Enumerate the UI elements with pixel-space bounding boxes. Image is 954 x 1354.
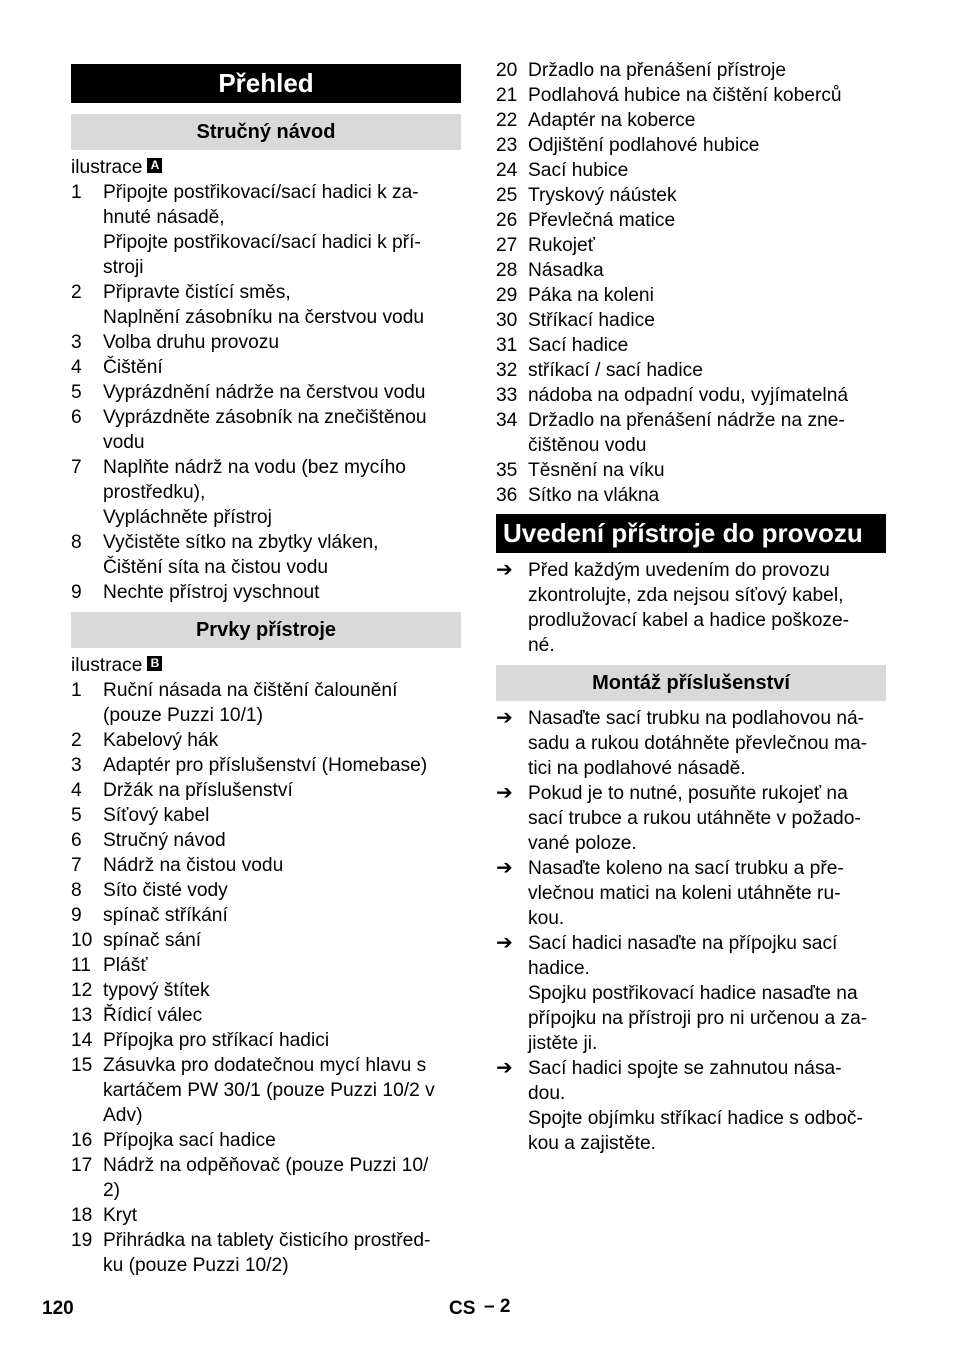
list-item-text: Volba druhu provozu [103, 332, 280, 353]
bullet-text: Spojku postřikovací hadice nasaďte na [528, 983, 858, 1004]
illustration-letter-icon: B [147, 656, 162, 671]
list-item-text: Kabelový hák [103, 730, 219, 751]
list-item-number: 8 [71, 880, 82, 901]
page-number: 120 [42, 1298, 74, 1319]
list-item-text: Přípojka sací hadice [103, 1130, 276, 1151]
list-item-number: 4 [71, 357, 82, 378]
bullet-text: Sací hadici spojte se zahnutou nása- [528, 1058, 842, 1079]
bullet-text: Pokud je to nutné, posuňte rukojeť na [528, 783, 848, 804]
list-item-number: 6 [71, 407, 82, 428]
list-item-text: nádoba na odpadní vodu, vyjímatelná [528, 385, 849, 406]
list-item-text: Řídicí válec [103, 1005, 203, 1026]
accessories-heading: Montáž příslušenství [496, 665, 886, 701]
list-item-text: Nechte přístroj vyschnout [103, 582, 320, 603]
bullet-text: hadice. [528, 958, 590, 979]
list-item-text: Stříkací hadice [528, 310, 655, 331]
list-item-number: 10 [71, 930, 93, 951]
list-item-number: 32 [496, 360, 518, 381]
list-item-number: 9 [71, 905, 82, 926]
list-item-number: 11 [71, 955, 91, 976]
list-item-number: 34 [496, 410, 518, 431]
bullet-text: sadu a rukou dotáhněte převlečnou ma- [528, 733, 868, 754]
list-item-number: 8 [71, 532, 82, 553]
list-item-number: 7 [71, 457, 82, 478]
list-item-number: 24 [496, 160, 518, 181]
footer-language: CS [449, 1298, 476, 1319]
footer-section: – 2 [484, 1296, 511, 1317]
list-item-number: 3 [71, 755, 82, 776]
list-item-number: 35 [496, 460, 518, 481]
list-item-number: 6 [71, 830, 82, 851]
list-item-number: 33 [496, 385, 518, 406]
list-item-text: stroji [103, 257, 144, 278]
bullet-text: zkontrolujte, zda nejsou síťový kabel, [528, 585, 844, 606]
list-item-text: Sací hadice [528, 335, 629, 356]
list-item-text: Ruční násada na čištění čalounění [103, 680, 398, 701]
list-item-number: 17 [71, 1155, 93, 1176]
list-item-text: Naplnění zásobníku na čerstvou vodu [103, 307, 425, 328]
bullet-text: tici na podlahové násadě. [528, 758, 746, 779]
list-item-text: Připojte postřikovací/sací hadici k za- [103, 182, 419, 203]
list-item-text: ku (pouze Puzzi 10/2) [103, 1255, 289, 1276]
list-item-text: hnuté násadě, [103, 207, 225, 228]
illustration-ref-b [71, 653, 162, 678]
list-item-number: 25 [496, 185, 518, 206]
list-item-text: Držadlo na přenášení přístroje [528, 60, 787, 81]
list-item-number: 26 [496, 210, 518, 231]
list-item-text: spínač stříkání [103, 905, 228, 926]
list-item-text: Naplňte nádrž na vodu (bez mycího [103, 457, 406, 478]
bullet-text: Sací hadici nasaďte na přípojku sací [528, 933, 838, 954]
bullet-text: kou. [528, 908, 565, 929]
list-item-text: Sítko na vlákna [528, 485, 660, 506]
illustration-ref-a [71, 155, 162, 180]
list-item-number: 21 [496, 85, 518, 106]
list-item-text: Adaptér na koberce [528, 110, 696, 131]
list-item-text: Adaptér pro příslušenství (Homebase) [103, 755, 428, 776]
list-item-text: Převlečná matice [528, 210, 676, 231]
list-item-text: Vypláchněte přístroj [103, 507, 272, 528]
list-item-text: Připravte čistící směs, [103, 282, 291, 303]
list-item-text: Síťový kabel [103, 805, 210, 826]
list-item-number: 7 [71, 855, 82, 876]
arrow-right-icon: ➔ [496, 1057, 513, 1079]
list-item-text: Kryt [103, 1205, 138, 1226]
list-item-number: 28 [496, 260, 518, 281]
bullet-text: prodlužovací kabel a hadice poškoze- [528, 610, 850, 631]
bullet-text: né. [528, 635, 555, 656]
list-item-text: Nádrž na čistou vodu [103, 855, 284, 876]
arrow-right-icon: ➔ [496, 559, 513, 581]
list-item-text: Plášť [103, 955, 148, 976]
bullet-text: Před každým uvedením do provozu [528, 560, 830, 581]
list-item-text: Síto čisté vody [103, 880, 228, 901]
list-item-text: Stručný návod [103, 830, 226, 851]
list-item-number: 1 [71, 182, 82, 203]
list-item-number: 15 [71, 1055, 93, 1076]
list-item-number: 3 [71, 332, 82, 353]
arrow-right-icon: ➔ [496, 932, 513, 954]
bullet-text: Nasaďte sací trubku na podlahovou ná- [528, 708, 865, 729]
list-item-number: 1 [71, 680, 82, 701]
list-item-text: Čištění [103, 357, 163, 378]
arrow-right-icon: ➔ [496, 857, 513, 879]
list-item-number: 2 [71, 282, 82, 303]
section-title-overview: Přehled [71, 64, 461, 103]
bullet-text: Nasaďte koleno na sací trubku a pře- [528, 858, 844, 879]
list-item-text: Odjištění podlahové hubice [528, 135, 760, 156]
list-item-text: Nádrž na odpěňovač (pouze Puzzi 10/ [103, 1155, 429, 1176]
list-item-text: Podlahová hubice na čištění koberců [528, 85, 842, 106]
list-item-number: 22 [496, 110, 518, 131]
list-item-text: (pouze Puzzi 10/1) [103, 705, 263, 726]
bullet-text: Spojte objímku stříkací hadice s odboč- [528, 1108, 863, 1129]
list-item-text: Vyčistěte sítko na zbytky vláken, [103, 532, 379, 553]
list-item-number: 9 [71, 582, 82, 603]
list-item-text: Těsnění na víku [528, 460, 665, 481]
list-item-number: 20 [496, 60, 518, 81]
list-item-text: Vyprázdněte zásobník na znečištěnou [103, 407, 427, 428]
list-item-number: 13 [71, 1005, 93, 1026]
section-title-startup: Uvedení přístroje do provozu [496, 514, 886, 553]
list-item-text: Páka na koleni [528, 285, 654, 306]
list-item-number: 12 [71, 980, 93, 1001]
list-item-number: 23 [496, 135, 518, 156]
list-item-number: 14 [71, 1030, 93, 1051]
list-item-text: Sací hubice [528, 160, 629, 181]
bullet-text: jistěte ji. [528, 1033, 598, 1054]
bullet-text: přípojku na přístroji pro ni určenou a za- [528, 1008, 868, 1029]
bullet-text: vlečnou matici na koleni utáhněte ru- [528, 883, 841, 904]
list-item-text: Držák na příslušenství [103, 780, 293, 801]
list-item-number: 5 [71, 805, 82, 826]
list-item-number: 16 [71, 1130, 93, 1151]
illustration-label: ilustrace [71, 157, 143, 178]
list-item-number: 19 [71, 1230, 93, 1251]
list-item-text: Připojte postřikovací/sací hadici k pří- [103, 232, 421, 253]
arrow-right-icon: ➔ [496, 707, 513, 729]
bullet-text: sací trubce a rukou utáhněte v požado- [528, 808, 861, 829]
illustration-label: ilustrace [71, 655, 143, 676]
arrow-right-icon: ➔ [496, 782, 513, 804]
list-item-text: Čištění síta na čistou vodu [103, 557, 329, 578]
list-item-text: Držadlo na přenášení nádrže na zne- [528, 410, 845, 431]
list-item-text: Rukojeť [528, 235, 595, 256]
list-item-text: Vyprázdnění nádrže na čerstvou vodu [103, 382, 426, 403]
list-item-number: 29 [496, 285, 518, 306]
list-item-text: Adv) [103, 1105, 143, 1126]
list-item-number: 27 [496, 235, 518, 256]
list-item-number: 30 [496, 310, 518, 331]
quick-guide-heading: Stručný návod [71, 114, 461, 150]
bullet-text: dou. [528, 1083, 566, 1104]
list-item-number: 2 [71, 730, 82, 751]
list-item-number: 36 [496, 485, 518, 506]
list-item-text: typový štítek [103, 980, 210, 1001]
bullet-text: kou a zajistěte. [528, 1133, 656, 1154]
list-item-text: Tryskový náústek [528, 185, 677, 206]
list-item-text: Zásuvka pro dodatečnou mycí hlavu s [103, 1055, 427, 1076]
list-item-number: 31 [496, 335, 518, 356]
list-item-text: Násadka [528, 260, 604, 281]
list-item-text: čištěnou vodu [528, 435, 647, 456]
list-item-number: 4 [71, 780, 82, 801]
illustration-letter-icon: A [147, 158, 162, 173]
list-item-text: vodu [103, 432, 145, 453]
list-item-number: 5 [71, 382, 82, 403]
list-item-text: kartáčem PW 30/1 (pouze Puzzi 10/2 v [103, 1080, 435, 1101]
list-item-text: spínač sání [103, 930, 202, 951]
list-item-text: 2) [103, 1180, 121, 1201]
list-item-text: prostředku), [103, 482, 206, 503]
list-item-number: 18 [71, 1205, 93, 1226]
list-item-text: stříkací / sací hadice [528, 360, 703, 381]
device-parts-heading: Prvky přístroje [71, 612, 461, 648]
list-item-text: Přípojka pro stříkací hadici [103, 1030, 330, 1051]
bullet-text: vané poloze. [528, 833, 637, 854]
list-item-text: Přihrádka na tablety čisticího prostřed- [103, 1230, 431, 1251]
